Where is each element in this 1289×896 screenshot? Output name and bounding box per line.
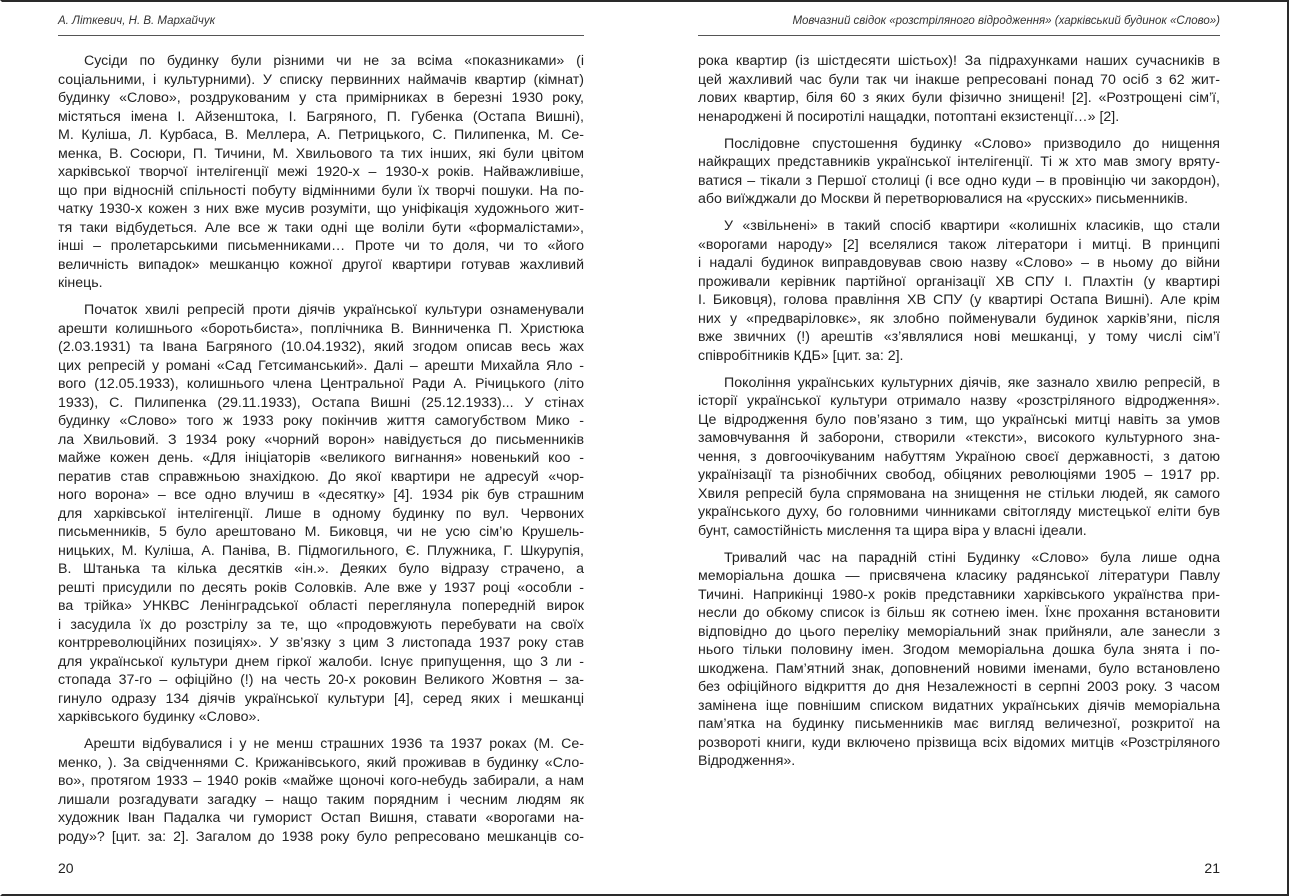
text-line: вого (12.05.1933), колишнього члена Центральної Ради А. Річицького (літо xyxy=(58,376,584,392)
text-line: харківського будинку «Слово». xyxy=(58,709,261,725)
running-head: А. Літкевич, Н. В. Мархайчук xyxy=(58,15,216,27)
header-rule xyxy=(698,35,1220,36)
text-line: соціальними, і культурними). У списку первинних наймачів квартир (кімнат) xyxy=(58,71,584,88)
text-line: лових квартир, біля 60 з яких були фізично знищені! [2]. «Розтрощені сім’ї, xyxy=(698,90,1220,106)
text-line: Тичині. Наприкінці 1980-х років представники харківського українства при- xyxy=(698,586,1220,603)
paragraph xyxy=(698,135,1220,209)
text-line: письменників, 5 було арештовано М. Биковця, чи не усю сім’ю Крушель- xyxy=(58,524,584,540)
text-line: історії української культури отримало назву «розстріляного відродження». xyxy=(698,393,1220,409)
text-line: Це відродження було пов’язано з тим, що українські митці навіть за умов xyxy=(698,411,1220,428)
text-line: ницьких, М. Куліша, А. Паніва, В. Підмогильного, Є. Плужника, Г. Шкурупія, xyxy=(58,542,584,559)
text-line: (2.03.1931) та Івана Багряного (10.04.1932), який згодом описав весь жах xyxy=(58,339,584,355)
text-line: будинку «Слово» того ж 1933 року покінчив життя самогубством Мико - xyxy=(58,413,584,429)
text-line: Арешти відбувалися і у не менш страшних 1936 та 1937 роках (М. Се- xyxy=(84,736,584,752)
text-line: пам’ятка на будинку письменників має вигляд величезної, розкритої на xyxy=(698,716,1220,732)
text-line: без офіційного відкриття до дня Незалежності в серпні 2003 року. З часом xyxy=(698,679,1220,695)
text-line: меморіальна дошка — присвячена класику радянської літератури Павлу xyxy=(698,568,1220,584)
text-line: несли до обкому список із більш як сотнею імен. Їхнє прохання встановити xyxy=(698,605,1220,621)
text-line: арешти колишнього «боротьбиста», поплічника В. Винниченка П. Христюка xyxy=(58,320,584,337)
text-line: що при відносній спільності побуту відмінними були їх творчі пошуки. На по- xyxy=(58,182,584,199)
right-page xyxy=(698,0,1220,896)
text-line: менка, В. Сосюри, П. Тичини, М. Хвильового та тих інших, які були цвітом xyxy=(58,145,584,162)
text-line: цих репресій у романі «Сад Гетсиманський». Далі – арешти Михайла Яло - xyxy=(58,357,584,374)
text-line: У «звільнені» в такий спосіб квартири «колишніх класиків, що стали xyxy=(724,218,1220,234)
text-line: Хвиля репресій була спрямована на знищення не стільки людей, як самого xyxy=(698,485,1220,502)
text-line: 1933), С. Пилипенка (29.11.1933), Остапа Вишні (25.12.1933)... У стінах xyxy=(58,394,584,411)
text-line: майже кожен день. «Для ініціаторів «великого вигнання» новенький коо - xyxy=(58,450,584,466)
text-line: величність випадок» мешканцю кожної другої квартири готував жахливий xyxy=(58,256,584,273)
text-line: стопада 37-го – офіційно (!) на честь 20-х роковин Великого Жовтня – за- xyxy=(58,672,584,688)
text-line: В. Штанька та кілька десятків «ін.». Деяких було відразу страчено, а xyxy=(58,561,584,577)
text-line: і надалі будинок виправдовував свою назву «Слово» – в ньому до війни xyxy=(698,255,1220,271)
text-line: І. Биковця), голова правління ХВ СПУ (у квартирі Остапа Вишні). Але крім xyxy=(698,292,1220,308)
body-text xyxy=(698,52,1220,771)
text-line: для української культури днем гіркої жалоби. Існує припущення, що 3 ли - xyxy=(58,653,584,670)
text-line: для харківської інтелігенції. Лише в одному будинку по вул. Червоних xyxy=(58,505,584,522)
text-line: і засудила їх до розстрілу за те, що «продовжують перебувати на своїх xyxy=(58,616,584,633)
paragraph xyxy=(58,301,584,727)
text-line: містяться імена І. Айзенштока, І. Багряного, П. Губенка (Остапа Вишні), xyxy=(58,108,584,125)
text-line: українізації та різнобічних свобод, обіцяних революціями 1905 – 1917 рр. xyxy=(698,467,1220,483)
text-line: ненароджені й посиротілі нащадки, потоптані екзистенції…» [2]. xyxy=(698,108,1120,125)
text-line: співробітників КДБ» [цит. за: 2]. xyxy=(698,347,904,364)
text-line: рока квартир (із шістдесяти шістьох)! За підрахунками наших сучасників в xyxy=(698,53,1220,69)
text-line: вже звичних (!) арештів «з’являлися нові мешканці, у тому числі сім’ї xyxy=(698,329,1220,345)
text-line: ва трійка» УНКВС Ленінградської області переглянула попередній вирок xyxy=(58,598,584,614)
text-line: Покоління українських культурних діячів, яке зазнало хвилю репресій, в xyxy=(724,374,1220,391)
text-line: контрреволюційних позиціях». У зв’язку з цим 3 листопада 1937 року став xyxy=(58,635,584,651)
paragraph xyxy=(698,217,1220,365)
text-line: ператив став справжньою знахідкою. До якої квартири не адресуй «чор- xyxy=(58,468,584,485)
text-line: тя таки відбудеться. Але все ж таки одні ще воліли бути «формалістами», xyxy=(58,219,584,236)
text-line: замовчування й заборони, створили «тексти», високого культурного зна- xyxy=(698,430,1220,446)
text-line: українського духу, бо головними чинниками світогляду мистецької еліти був xyxy=(698,504,1220,520)
text-line: лишали розгадувати загадку – нащо таким порядним і чесним людям як xyxy=(58,791,584,808)
running-head: Мовчазний свідок «розстріляного відродження» (харківський будинок «Слово») xyxy=(792,15,1220,27)
text-line: во», протягом 1933 – 1940 років «майже щоночі кого-небудь забирали, а нам xyxy=(58,773,584,789)
header-rule xyxy=(58,35,584,36)
text-line: інші – пролетарськими письменниками… Проте чи то доля, чи то «його xyxy=(58,238,584,254)
text-line: Відродження». xyxy=(698,753,796,769)
text-line: Послідовне спустошення будинку «Слово» призводило до нищення xyxy=(724,135,1220,152)
text-line: менко, ). За свідченнями С. Крижанівського, який проживав в будинку «Сло- xyxy=(58,754,584,771)
paragraph xyxy=(698,549,1220,771)
text-line: найкращих представників української інтелігенції. Ті ж хто мав змогу вряту- xyxy=(698,154,1220,170)
text-line: ного ворона» – все одно влучиш в «десятку» [4]. 1934 рік був страшним xyxy=(58,487,584,503)
text-line: них у «предваріловкє», як злобно пойменували будинок харків’яни, після xyxy=(698,310,1220,327)
paragraph xyxy=(58,52,584,293)
text-line: гинуло одразу 134 діячів української культури [4], серед яких і мешканці xyxy=(58,690,584,707)
page-number: 21 xyxy=(1204,860,1220,876)
text-line: чення, з довгоочікуваним набуттям Україною своєї державності, з датою xyxy=(698,448,1220,465)
text-line: ла Хвильовий. З 1934 року «чорний ворон» навідується до письменників xyxy=(58,431,584,448)
text-line: Сусіди по будинку були різними чи не за всіма «показниками» (і xyxy=(84,53,584,69)
text-line: ватися – тікали з Першої столиці (і все одно куди – в провінцію чи закордон), xyxy=(698,172,1220,189)
text-line: або виїжджали до Москви й перетворювалися на «русских» письменників. xyxy=(698,191,1189,207)
left-page xyxy=(58,0,584,896)
text-line: нього тільки половину імен. Згодом меморіальна дошка була знята і по- xyxy=(698,642,1220,658)
paragraph xyxy=(58,735,584,846)
text-line: М. Куліша, Л. Курбаса, В. Меллера, А. Петрицького, С. Пилипенка, М. Се- xyxy=(58,127,584,143)
text-line: будинку «Слово», роздрукованим у ста примірниках в березні 1930 року, xyxy=(58,90,584,106)
text-line: цей жахливий час були так чи інакше репресовані понад 70 осіб з 62 жит- xyxy=(698,71,1220,88)
text-line: Тривалий час на парадній стіні Будинку «Слово» була лише одна xyxy=(724,549,1220,566)
body-text xyxy=(58,52,584,846)
text-line: бунт, самостійність мислення та щира віра у власні ідеали. xyxy=(698,522,1087,539)
text-line: проживали керівник партійної організації ХВ СПУ І. Плахтін (у квартирі xyxy=(698,273,1220,290)
text-line: Початок хвилі репресій проти діячів української культури ознаменували xyxy=(84,302,584,318)
text-line: решті присудили по десять років Соловків. Але вже у 1937 році «особли - xyxy=(58,579,584,596)
text-line: чатку 1930-х кожен з них вже мусив розуміти, що уніфікація художнього жит- xyxy=(58,201,584,217)
text-line: розвороті книги, куди включено прізвища всіх відомих митців «Розстріляного xyxy=(698,734,1220,751)
text-line: замінена іще повнішим списком видатних українських діячів меморіальна xyxy=(698,697,1220,714)
text-line: роду»? [цит. за: 2]. Загалом до 1938 року було репресовано мешканців со- xyxy=(58,828,584,845)
text-line: харківської творчої інтелігенції межі 1920-х – 1930-х років. Найважливіше, xyxy=(58,164,584,180)
page-number: 20 xyxy=(58,860,74,876)
paragraph xyxy=(698,374,1220,541)
text-line: кінець. xyxy=(58,275,103,291)
text-line: шкоджена. Пам’ятний знак, доповнений новими іменами, було встановлено xyxy=(698,660,1220,677)
text-line: «ворогами народу» [2] вселялися також літератори і митці. В принципі xyxy=(698,236,1220,253)
text-line: художник Іван Падалка чи гуморист Остап Вишня, ставати «ворогами на- xyxy=(58,810,584,826)
text-line: відповідно до цього переліку меморіальний знак прийняли, але занесли з xyxy=(698,623,1220,640)
paragraph xyxy=(698,52,1220,126)
